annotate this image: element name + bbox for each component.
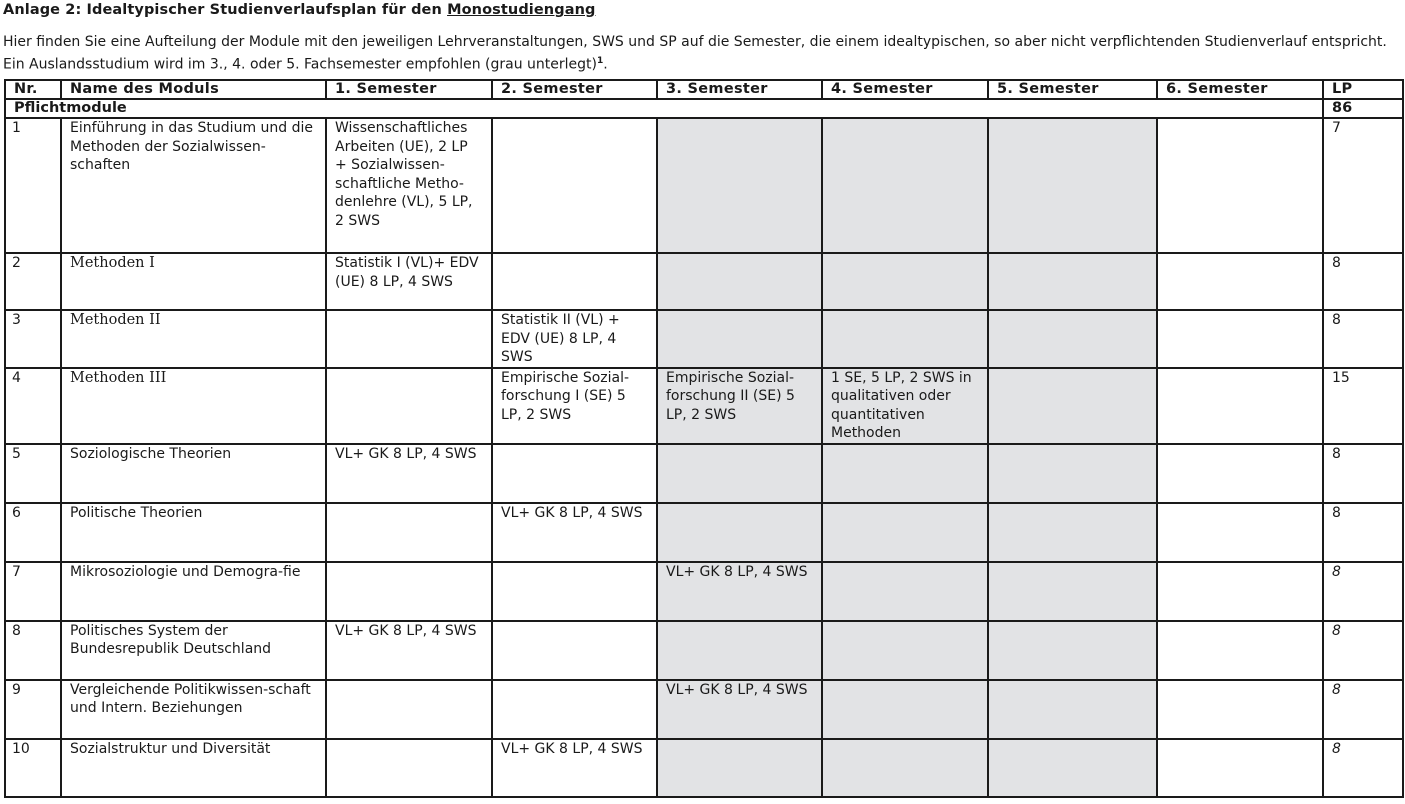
semester-1-cell [326,562,492,621]
document-title [3,2,596,18]
semester-3-cell: Empirische Sozial-forschung II (SE) 5 LP, 2 SWS [657,368,822,444]
module-lp: 8 [1323,503,1403,562]
module-lp: 8 [1323,310,1403,368]
study-plan-table [4,79,1404,798]
table-row [5,310,1403,368]
semester-3-cell [657,444,822,503]
module-name: Sozialstruktur und Diversität [61,739,326,797]
semester-1-cell: Statistik I (VL)+ EDV (UE) 8 LP, 4 SWS [326,253,492,310]
semester-4-cell [822,310,988,368]
semester-3-cell: VL+ GK 8 LP, 4 SWS [657,680,822,739]
semester-5-cell [988,562,1157,621]
table-row [5,444,1403,503]
section-row [5,99,1403,118]
module-name: Einführung in das Studium und die Methoden der Sozialwissen-schaften [61,118,326,253]
semester-2-cell [492,118,657,253]
module-number: 10 [5,739,61,797]
semester-6-cell [1157,680,1323,739]
section-label: Pflichtmodule [5,99,1323,118]
semester-1-cell: VL+ GK 8 LP, 4 SWS [326,444,492,503]
module-number: 1 [5,118,61,253]
header-semester-2: 2. Semester [492,80,657,99]
module-lp: 15 [1323,368,1403,444]
semester-3-cell [657,503,822,562]
table-row [5,118,1403,253]
semester-1-cell: Wissenschaftliches Arbeiten (UE), 2 LP + Sozialwissen-schaftliche Metho-denlehre (VL), 5 LP, 2 SWS [326,118,492,253]
module-number: 6 [5,503,61,562]
semester-3-cell [657,310,822,368]
semester-4-cell [822,739,988,797]
semester-5-cell [988,118,1157,253]
semester-5-cell [988,368,1157,444]
module-lp: 8 [1323,621,1403,680]
module-lp: 8 [1323,680,1403,739]
table-row [5,680,1403,739]
section-lp: 86 [1323,99,1403,118]
module-name: Methoden I [61,253,326,310]
module-number: 2 [5,253,61,310]
semester-3-cell [657,621,822,680]
semester-5-cell [988,310,1157,368]
module-lp: 7 [1323,118,1403,253]
table-row [5,621,1403,680]
module-name: Politische Theorien [61,503,326,562]
module-name: Politisches System der Bundesrepublik Deutschland [61,621,326,680]
module-number: 9 [5,680,61,739]
semester-6-cell [1157,310,1323,368]
semester-4-cell [822,503,988,562]
table-row [5,503,1403,562]
semester-5-cell [988,253,1157,310]
module-number: 4 [5,368,61,444]
semester-5-cell [988,503,1157,562]
semester-3-cell [657,118,822,253]
header-lp: LP [1323,80,1403,99]
semester-2-cell: VL+ GK 8 LP, 4 SWS [492,739,657,797]
intro-paragraph [3,33,1398,75]
semester-5-cell [988,739,1157,797]
semester-2-cell [492,444,657,503]
module-lp: 8 [1323,444,1403,503]
semester-1-cell: VL+ GK 8 LP, 4 SWS [326,621,492,680]
header-semester-5: 5. Semester [988,80,1157,99]
module-name: Methoden II [61,310,326,368]
semester-6-cell [1157,739,1323,797]
semester-2-cell: Statistik II (VL) + EDV (UE) 8 LP, 4 SWS [492,310,657,368]
semester-6-cell [1157,621,1323,680]
semester-4-cell [822,621,988,680]
semester-1-cell [326,310,492,368]
semester-4-cell [822,680,988,739]
semester-2-cell [492,621,657,680]
semester-6-cell [1157,118,1323,253]
semester-6-cell [1157,444,1323,503]
header-semester-3: 3. Semester [657,80,822,99]
header-row [5,80,1403,99]
semester-4-cell [822,118,988,253]
semester-6-cell [1157,368,1323,444]
semester-4-cell [822,253,988,310]
module-name: Soziologische Theorien [61,444,326,503]
semester-2-cell [492,253,657,310]
semester-1-cell [326,368,492,444]
module-name: Vergleichende Politikwissen-schaft und Intern. Beziehungen [61,680,326,739]
module-lp: 8 [1323,739,1403,797]
header-semester-1: 1. Semester [326,80,492,99]
module-lp: 8 [1323,562,1403,621]
header-nr: Nr. [5,80,61,99]
header-semester-6: 6. Semester [1157,80,1323,99]
semester-6-cell [1157,503,1323,562]
semester-1-cell [326,680,492,739]
semester-4-cell: 1 SE, 5 LP, 2 SWS in qualitativen oder quantitativen Methoden [822,368,988,444]
module-number: 7 [5,562,61,621]
table-row [5,368,1403,444]
table-row [5,562,1403,621]
semester-3-cell [657,739,822,797]
module-number: 5 [5,444,61,503]
table-row [5,253,1403,310]
module-lp: 8 [1323,253,1403,310]
semester-2-cell [492,562,657,621]
semester-6-cell [1157,253,1323,310]
semester-2-cell [492,680,657,739]
semester-1-cell [326,503,492,562]
title-underlined: Monostudiengang [447,2,596,18]
header-semester-4: 4. Semester [822,80,988,99]
table-body [5,99,1403,797]
semester-4-cell [822,444,988,503]
semester-5-cell [988,680,1157,739]
semester-6-cell [1157,562,1323,621]
semester-5-cell [988,621,1157,680]
header-module-name: Name des Moduls [61,80,326,99]
semester-3-cell: VL+ GK 8 LP, 4 SWS [657,562,822,621]
semester-3-cell [657,253,822,310]
semester-2-cell: VL+ GK 8 LP, 4 SWS [492,503,657,562]
intro-end: . [603,56,608,73]
table-row [5,739,1403,797]
semester-2-cell: Empirische Sozial-forschung I (SE) 5 LP, 2 SWS [492,368,657,444]
footnote-marker: 1 [597,56,604,66]
module-name: Mikrosoziologie und Demogra-fie [61,562,326,621]
semester-1-cell [326,739,492,797]
module-number: 8 [5,621,61,680]
intro-text: Hier finden Sie eine Aufteilung der Module mit den jeweiligen Lehrveranstaltungen, SWS und SP auf die Semester, die einem idealtypischen, so aber nicht verpflichtenden Studienverlauf entspricht. Ein Auslandsstudium wird im 3., 4. oder 5. Fachsemester empfohlen (grau unterlegt) [3,34,1387,73]
module-name: Methoden III [61,368,326,444]
module-number: 3 [5,310,61,368]
semester-5-cell [988,444,1157,503]
title-prefix: Anlage 2: Idealtypischer Studienverlaufsplan für den [3,2,448,18]
semester-4-cell [822,562,988,621]
